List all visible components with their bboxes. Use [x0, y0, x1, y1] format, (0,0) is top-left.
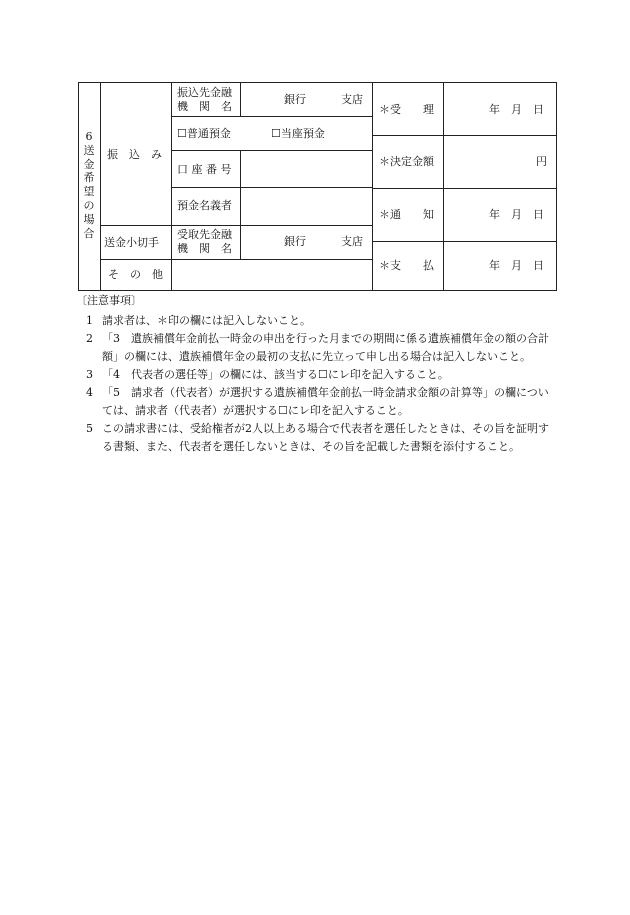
divider	[100, 225, 372, 226]
bank-name-label-line1: 振込先金融	[177, 86, 232, 99]
receiving-bank-label-line1: 受取先金融	[177, 228, 232, 241]
received-date: 年 月 日	[489, 103, 544, 116]
note-number: 2	[86, 332, 93, 345]
receiving-bank-field-bank[interactable]: 銀行	[284, 235, 306, 248]
note-item	[86, 312, 558, 330]
notified-label: ＊通 知	[379, 208, 434, 221]
payment-label: ＊支 払	[379, 259, 434, 272]
divider	[171, 187, 372, 188]
bank-field-bank[interactable]: 銀行	[284, 93, 306, 106]
divider	[171, 150, 372, 151]
section-header-remittance	[82, 130, 96, 240]
header-char: 場	[83, 212, 95, 226]
deposit-current-checkbox[interactable]: ☐当座預金	[271, 127, 325, 140]
divider	[100, 259, 372, 260]
other-label: そ の 他	[108, 268, 163, 281]
receiving-bank-label-line2: 機 関 名	[177, 242, 232, 255]
notes-section	[78, 292, 558, 456]
divider	[240, 82, 241, 116]
notes-heading: 〔注意事項〕	[76, 294, 142, 307]
note-number: 1	[86, 314, 93, 327]
header-char: 希	[83, 171, 95, 185]
note-number: 4	[86, 386, 93, 399]
header-char: 6	[85, 130, 93, 143]
note-item	[86, 384, 558, 420]
received-label: ＊受 理	[379, 103, 434, 116]
header-char: 送	[83, 143, 95, 157]
payment-date: 年 月 日	[489, 259, 544, 272]
note-number: 5	[86, 422, 93, 435]
bank-name-label-line2: 機 関 名	[177, 100, 232, 113]
divider	[372, 82, 373, 290]
divider	[372, 241, 556, 242]
divider	[171, 116, 372, 117]
divider	[443, 82, 444, 290]
note-text: 「3 遺族補償年金前払一時金の申出を行った月までの期間に係る遺族補償年金の額の合計額」の欄には、遺族補償年金の最初の支払に先立って申し出る場合は記入しないこと。	[102, 332, 549, 363]
divider	[240, 150, 241, 259]
note-item	[86, 330, 558, 366]
note-text: 「4 代表者の選任等」の欄には、該当する☐にレ印を記入すること。	[102, 368, 449, 381]
note-text: この請求書には、受給権者が2人以上ある場合で代表者を選任したときは、その旨を証明する書類、また、代表者を選任しないときは、その旨を記載した書類を添付すること。	[102, 422, 549, 453]
furikomi-label: 振 込 み	[107, 148, 162, 161]
divider	[372, 135, 556, 136]
notified-date: 年 月 日	[489, 208, 544, 221]
note-text: 「5 請求者（代表者）が選択する遺族補償年金前払一時金請求金額の計算等」の欄については、請求者（代表者）が選択する☐にレ印を記入すること。	[102, 386, 549, 417]
header-char: 望	[83, 185, 95, 199]
header-char: 金	[83, 157, 95, 171]
decided-amount-label: ＊決定金額	[379, 155, 434, 168]
note-item	[86, 420, 558, 456]
bank-field-branch[interactable]: 支店	[341, 93, 363, 106]
note-item	[86, 366, 558, 384]
note-number: 3	[86, 368, 93, 381]
divider	[372, 188, 556, 189]
note-text: 請求者は、＊印の欄には記入しないこと。	[102, 314, 311, 327]
account-number-label: 口 座 番 号	[177, 163, 232, 176]
receiving-bank-field-branch[interactable]: 支店	[341, 235, 363, 248]
account-holder-label: 預金名義者	[177, 199, 232, 212]
header-char: 合	[83, 226, 95, 240]
check-label: 送金小切手	[104, 236, 159, 249]
header-char: の	[83, 198, 95, 212]
yen-unit: 円	[536, 155, 547, 168]
deposit-regular-checkbox[interactable]: ☐普通預金	[177, 127, 231, 140]
